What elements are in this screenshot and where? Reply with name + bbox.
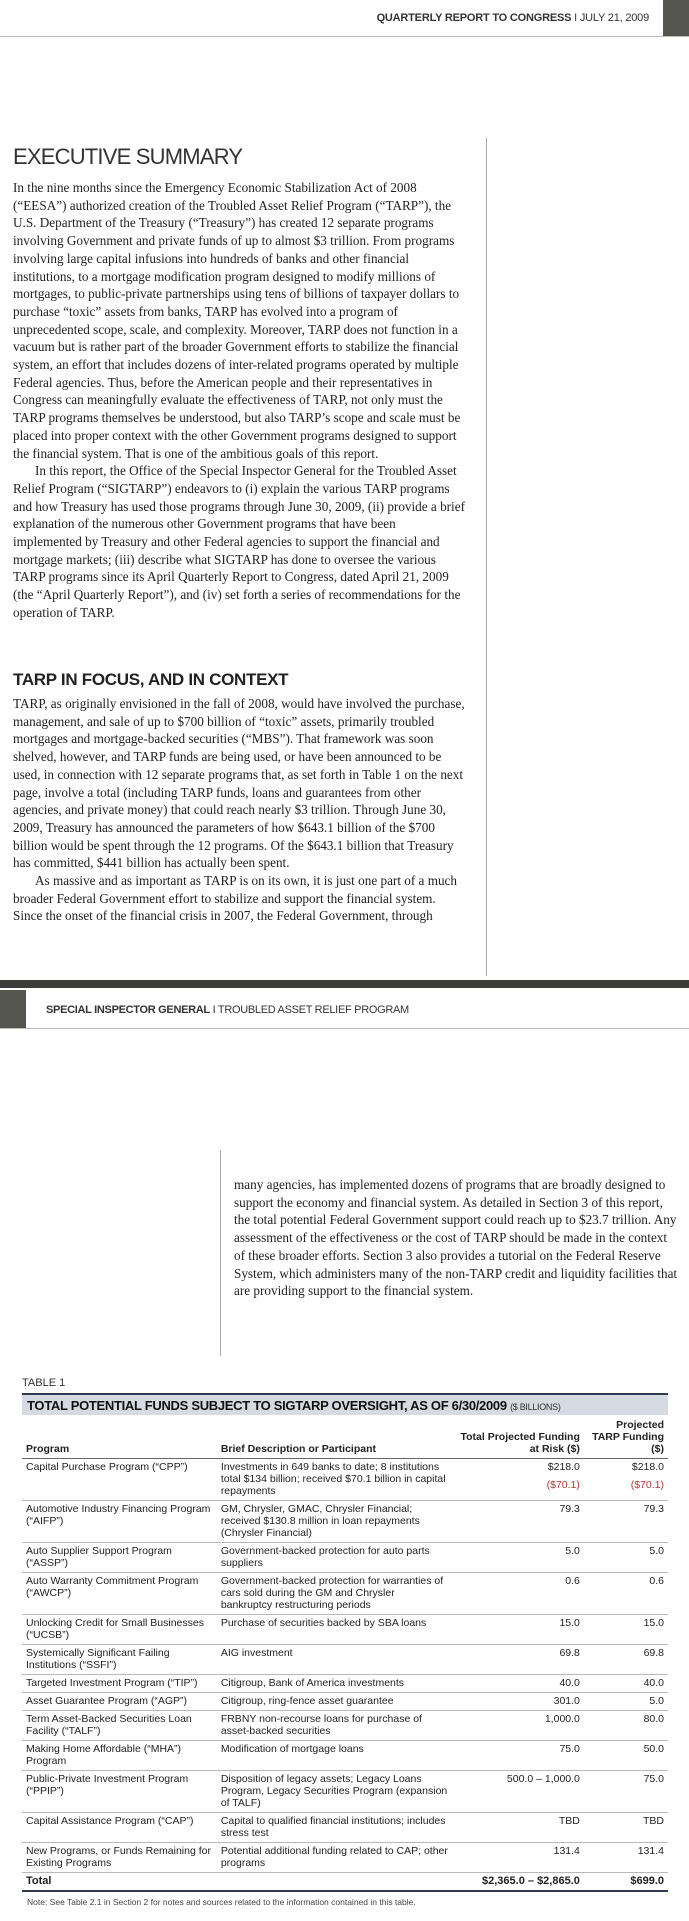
description-cell — [217, 1771, 453, 1813]
column-header-tarp-funding: Projected TARP Funding ($) — [584, 1417, 668, 1459]
paragraph: In the nine months since the Emergency Economic Stabilization Act of 2008 (“EESA”) authorized creation of the Troubled Asset Relief Program (“TARP”), the U.S. Department of the Treasury (“Treasury”) has created 12 separate programs involving Government and private funds of up to almost $3 trillion. From programs involving large capital infusions into hundreds of banks and other financial institutions, to a mortgage modification program designed to modify millions of mortgages, to public-private partnerships using tens of billions of taxpayer dollars to purchase “toxic” assets from banks, TARP has evolved into a program of unprecedented scope, scale, and complexity. Moreover, TARP does not function in a vacuum but is rather part of the broader Government efforts to stabilize the financial system, an effort that includes dozens of inter-related programs operated by multiple Federal agencies. Thus, before the American people and their representatives in Congress can meaningfully evaluate the effectiveness of TARP, not only must the TARP programs themselves be understood, but also TARP’s scope and scale must be placed into proper context with the other Government programs designed to support the financial system. That is one of the ambitious goals of this report. — [13, 180, 461, 461]
program-cell — [22, 1813, 217, 1843]
tarp-funding-cell-value: $218.0 — [631, 1461, 664, 1473]
tarp-funding-cell — [584, 1741, 668, 1771]
total-funding-cell-value: 131.4 — [553, 1845, 580, 1857]
total-funding-cell-value: 500.0 – 1,000.0 — [506, 1773, 580, 1785]
tarp-funding-cell — [584, 1543, 668, 1573]
tarp-funding-cell — [584, 1459, 668, 1501]
tarp-funding-cell-value: 5.0 — [649, 1545, 664, 1557]
table-row — [22, 1711, 668, 1741]
program-cell-value: Auto Supplier Support Program (“ASSP”) — [26, 1545, 172, 1569]
program-cell-value: Term Asset-Backed Securities Loan Facility (“TALF”) — [26, 1713, 192, 1737]
table-row — [22, 1843, 668, 1873]
table-label: TABLE 1 — [22, 1377, 66, 1389]
table-row — [22, 1645, 668, 1675]
tarp-funding-cell — [584, 1771, 668, 1813]
repayment-value: ($70.1) — [630, 1479, 664, 1491]
description-cell-value: Modification of mortgage loans — [220, 1743, 364, 1755]
description-cell — [217, 1573, 453, 1615]
table-row — [22, 1615, 668, 1645]
description-cell-value: GM, Chrysler, GMAC, Chrysler Financial; received $130.8 million in loan repayments (Chrysler Financial) — [220, 1503, 420, 1539]
program-cell-value: New Programs, or Funds Remaining for Existing Programs — [26, 1845, 211, 1869]
tarp-funding-cell — [584, 1843, 668, 1873]
body-text-block — [13, 695, 465, 925]
margin-rule — [486, 138, 487, 976]
program-cell — [22, 1741, 217, 1771]
total-funding-cell-value: 40.0 — [559, 1677, 580, 1689]
tarp-funding-cell — [584, 1573, 668, 1615]
header-tab-block — [663, 0, 689, 36]
tarp-funding-cell — [584, 1675, 668, 1693]
table-total-row — [22, 1873, 668, 1892]
program-cell-value: Systemically Significant Failing Institutions (“SSFI”) — [26, 1647, 170, 1671]
program-cell — [22, 1573, 217, 1615]
total-funding-cell — [453, 1543, 584, 1573]
table-row — [22, 1771, 668, 1813]
page-header — [0, 990, 689, 1029]
total-funding-cell-value: 79.3 — [559, 1503, 580, 1515]
description-cell-value: Disposition of legacy assets; Legacy Loans Program, Legacy Securities Program (expansion of TALF) — [220, 1773, 448, 1809]
total-funding-cell-value: TBD — [558, 1815, 580, 1827]
program-cell — [22, 1645, 217, 1675]
program-cell — [22, 1675, 217, 1693]
description-cell — [217, 1543, 453, 1573]
total-funding-cell-value: 75.0 — [559, 1743, 580, 1755]
tarp-funding-cell — [584, 1693, 668, 1711]
program-cell — [22, 1843, 217, 1873]
column-header-description: Brief Description or Participant — [217, 1417, 453, 1459]
program-cell — [22, 1771, 217, 1813]
header-title: QUARTERLY REPORT TO CONGRESS — [376, 12, 572, 24]
description-cell-value: AIG investment — [220, 1647, 293, 1659]
table-row — [22, 1675, 668, 1693]
description-cell — [217, 1711, 453, 1741]
column-header-total-funding: Total Projected Funding at Risk ($) — [453, 1417, 584, 1459]
table-unit: ($ BILLIONS) — [510, 1402, 561, 1412]
description-cell-value: Potential additional funding related to CAP; other programs — [220, 1845, 448, 1869]
total-funding-cell — [453, 1741, 584, 1771]
program-cell — [22, 1543, 217, 1573]
program-cell-value: Capital Assistance Program (“CAP”) — [26, 1815, 194, 1827]
table-row — [22, 1573, 668, 1615]
table-header-row — [22, 1417, 668, 1459]
page-header — [0, 0, 689, 37]
tarp-funding-cell-value: 5.0 — [649, 1695, 664, 1707]
total-funding-cell-value: 69.8 — [559, 1647, 580, 1659]
total-funding-cell — [453, 1645, 584, 1675]
paragraph: TARP, as originally envisioned in the fall of 2008, would have involved the purchase, management, and sale of up to $700 billion of “toxic” assets, primarily troubled mortgages and mortgage-backed securities (“MBS”). That framework was soon shelved, however, and TARP funds are being used, or have been announced to be used, in connection with 12 separate programs that, as set forth in Table 1 on the next page, involve a total (including TARP funds, loans and guarantees from other agencies, and private money) that could reach nearly $3 trillion. Through June 30, 2009, Treasury has announced the parameters of how $643.1 billion of the $700 billion would be spent through the 12 programs. Of the $643.1 billion that Treasury has committed, $441 billion has actually been spent. — [13, 696, 465, 871]
program-cell-value: Asset Guarantee Program (“AGP”) — [26, 1695, 188, 1707]
program-cell-value: Making Home Affordable (“MHA”) Program — [26, 1743, 182, 1767]
description-cell-value: Citigroup, Bank of America investments — [220, 1677, 405, 1689]
program-cell — [22, 1693, 217, 1711]
body-text-block — [234, 1176, 678, 1300]
table-row — [22, 1741, 668, 1771]
tarp-funding-cell — [584, 1645, 668, 1675]
total-funding-cell — [453, 1615, 584, 1645]
program-cell-value: Public-Private Investment Program (“PPIP”) — [26, 1773, 189, 1797]
tarp-funding-cell-value: TBD — [643, 1815, 664, 1827]
tarp-funding-cell — [584, 1615, 668, 1645]
description-cell — [217, 1645, 453, 1675]
description-cell-value: Government-backed protection for auto parts suppliers — [220, 1545, 430, 1569]
description-cell — [217, 1459, 453, 1501]
program-cell-value: Targeted Investment Program (“TIP”) — [26, 1677, 198, 1689]
tarp-funding-cell-value: 69.8 — [643, 1647, 664, 1659]
header-text — [46, 1004, 409, 1016]
description-cell-value: Citigroup, ring-fence asset guarantee — [220, 1695, 394, 1707]
table-title-bar — [22, 1393, 668, 1415]
tarp-funding-cell-value: 80.0 — [643, 1713, 664, 1725]
total-funding-value: $2,365.0 – $2,865.0 — [453, 1873, 584, 1892]
total-funding-cell-value: 15.0 — [559, 1617, 580, 1629]
table-row — [22, 1693, 668, 1711]
tarp-funding-cell-value: 15.0 — [643, 1617, 664, 1629]
description-cell — [217, 1693, 453, 1711]
program-cell — [22, 1459, 217, 1501]
table-row — [22, 1543, 668, 1573]
total-funding-cell — [453, 1459, 584, 1501]
total-funding-cell — [453, 1771, 584, 1813]
total-funding-cell — [453, 1501, 584, 1543]
program-cell-value: Capital Purchase Program (“CPP”) — [26, 1461, 188, 1473]
description-cell-value: Capital to qualified financial institutions; includes stress test — [220, 1815, 446, 1839]
tarp-funding-cell — [584, 1501, 668, 1543]
description-cell-value: FRBNY non-recourse loans for purchase of asset-backed securities — [220, 1713, 422, 1737]
total-funding-cell-value: 301.0 — [553, 1695, 580, 1707]
repayment-value: ($70.1) — [546, 1479, 580, 1491]
total-funding-cell — [453, 1711, 584, 1741]
description-cell — [217, 1615, 453, 1645]
tarp-funding-cell — [584, 1813, 668, 1843]
funds-table — [22, 1417, 668, 1892]
program-cell-value: Auto Warranty Commitment Program (“AWCP”) — [26, 1575, 199, 1599]
page-separator — [0, 980, 689, 988]
tarp-funding-cell-value: 79.3 — [643, 1503, 664, 1515]
column-header-program: Program — [22, 1417, 217, 1459]
total-tarp-value: $699.0 — [584, 1873, 668, 1892]
table-title-text: TOTAL POTENTIAL FUNDS SUBJECT TO SIGTARP OVERSIGHT, AS OF 6/30/2009 — [27, 1398, 507, 1413]
header-tab-block — [0, 990, 26, 1028]
program-cell-value: Automotive Industry Financing Program (“AIFP”) — [26, 1503, 211, 1527]
header-date: I JULY 21, 2009 — [571, 12, 649, 24]
margin-rule — [220, 1150, 221, 1356]
tarp-funding-cell-value: 40.0 — [643, 1677, 664, 1689]
description-cell — [217, 1843, 453, 1873]
section-title: EXECUTIVE SUMMARY — [13, 144, 243, 169]
total-funding-cell — [453, 1843, 584, 1873]
program-cell — [22, 1501, 217, 1543]
description-cell-value: Purchase of securities backed by SBA loans — [220, 1617, 427, 1629]
tarp-funding-cell — [584, 1711, 668, 1741]
total-funding-cell — [453, 1573, 584, 1615]
program-cell — [22, 1615, 217, 1645]
table-row — [22, 1459, 668, 1501]
table-note: Note: See Table 2.1 in Section 2 for notes and sources related to the information contained in this table. — [27, 1897, 416, 1907]
tarp-funding-cell-value: 131.4 — [637, 1845, 664, 1857]
header-subtitle: I TROUBLED ASSET RELIEF PROGRAM — [209, 1004, 409, 1016]
program-cell — [22, 1711, 217, 1741]
tarp-funding-cell-value: 0.6 — [649, 1575, 664, 1587]
description-cell — [217, 1501, 453, 1543]
description-cell-value: Government-backed protection for warranties of cars sold during the GM and Chrysler bankruptcy restructuring periods — [220, 1575, 444, 1611]
total-spacer — [217, 1873, 453, 1892]
description-cell — [217, 1741, 453, 1771]
paragraph: In this report, the Office of the Special Inspector General for the Troubled Asset Relief Program (“SIGTARP”) endeavors to (i) explain the various TARP programs and how Treasury has used those programs through June 30, 2009, (ii) provide a brief explanation of the numerous other Government programs that have been implemented by Treasury and other Federal agencies to support the financial and mortgage markets; (iii) describe what SIGTARP has done to oversee the various TARP programs since its April Quarterly Report to Congress, dated April 21, 2009 (the “April Quarterly Report”), and (iv) set forth a series of recommendations for the operation of TARP. — [13, 463, 465, 620]
description-cell — [217, 1675, 453, 1693]
table-row — [22, 1501, 668, 1543]
header-title: SPECIAL INSPECTOR GENERAL — [46, 1004, 210, 1016]
total-label: Total — [22, 1873, 217, 1892]
subheading: TARP IN FOCUS, AND IN CONTEXT — [13, 670, 289, 689]
body-text-block — [13, 179, 465, 622]
tarp-funding-cell-value: 75.0 — [643, 1773, 664, 1785]
total-funding-cell-value: 0.6 — [565, 1575, 580, 1587]
total-funding-cell-value: $218.0 — [547, 1461, 580, 1473]
paragraph: As massive and as important as TARP is on its own, it is just one part of a much broader Federal Government effort to stabilize and support the financial system. Since the onset of the financial crisis in 2007, the Federal Government, through — [13, 873, 458, 924]
tarp-funding-cell-value: 50.0 — [643, 1743, 664, 1755]
total-funding-cell — [453, 1675, 584, 1693]
header-text — [377, 12, 649, 24]
description-cell — [217, 1813, 453, 1843]
table-title — [27, 1398, 561, 1413]
description-cell-value: Investments in 649 banks to date; 8 institutions total $134 billion; received $70.1 billion in capital repayments — [220, 1461, 446, 1497]
total-funding-cell — [453, 1813, 584, 1843]
table-row — [22, 1813, 668, 1843]
total-funding-cell-value: 1,000.0 — [544, 1713, 580, 1725]
program-cell-value: Unlocking Credit for Small Businesses (“UCSB”) — [26, 1617, 204, 1641]
total-funding-cell-value: 5.0 — [565, 1545, 580, 1557]
total-funding-cell — [453, 1693, 584, 1711]
paragraph: many agencies, has implemented dozens of programs that are broadly designed to support the economy and financial system. As detailed in Section 3 of this report, the total potential Federal Government support could reach up to $23.7 trillion. Any assessment of the effectiveness or the cost of TARP should be made in the context of these broader efforts. Section 3 also provides a tutorial on the Federal Reserve System, which administers many of the non-TARP credit and liquidity facilities that are providing support to the financial system. — [234, 1177, 678, 1299]
